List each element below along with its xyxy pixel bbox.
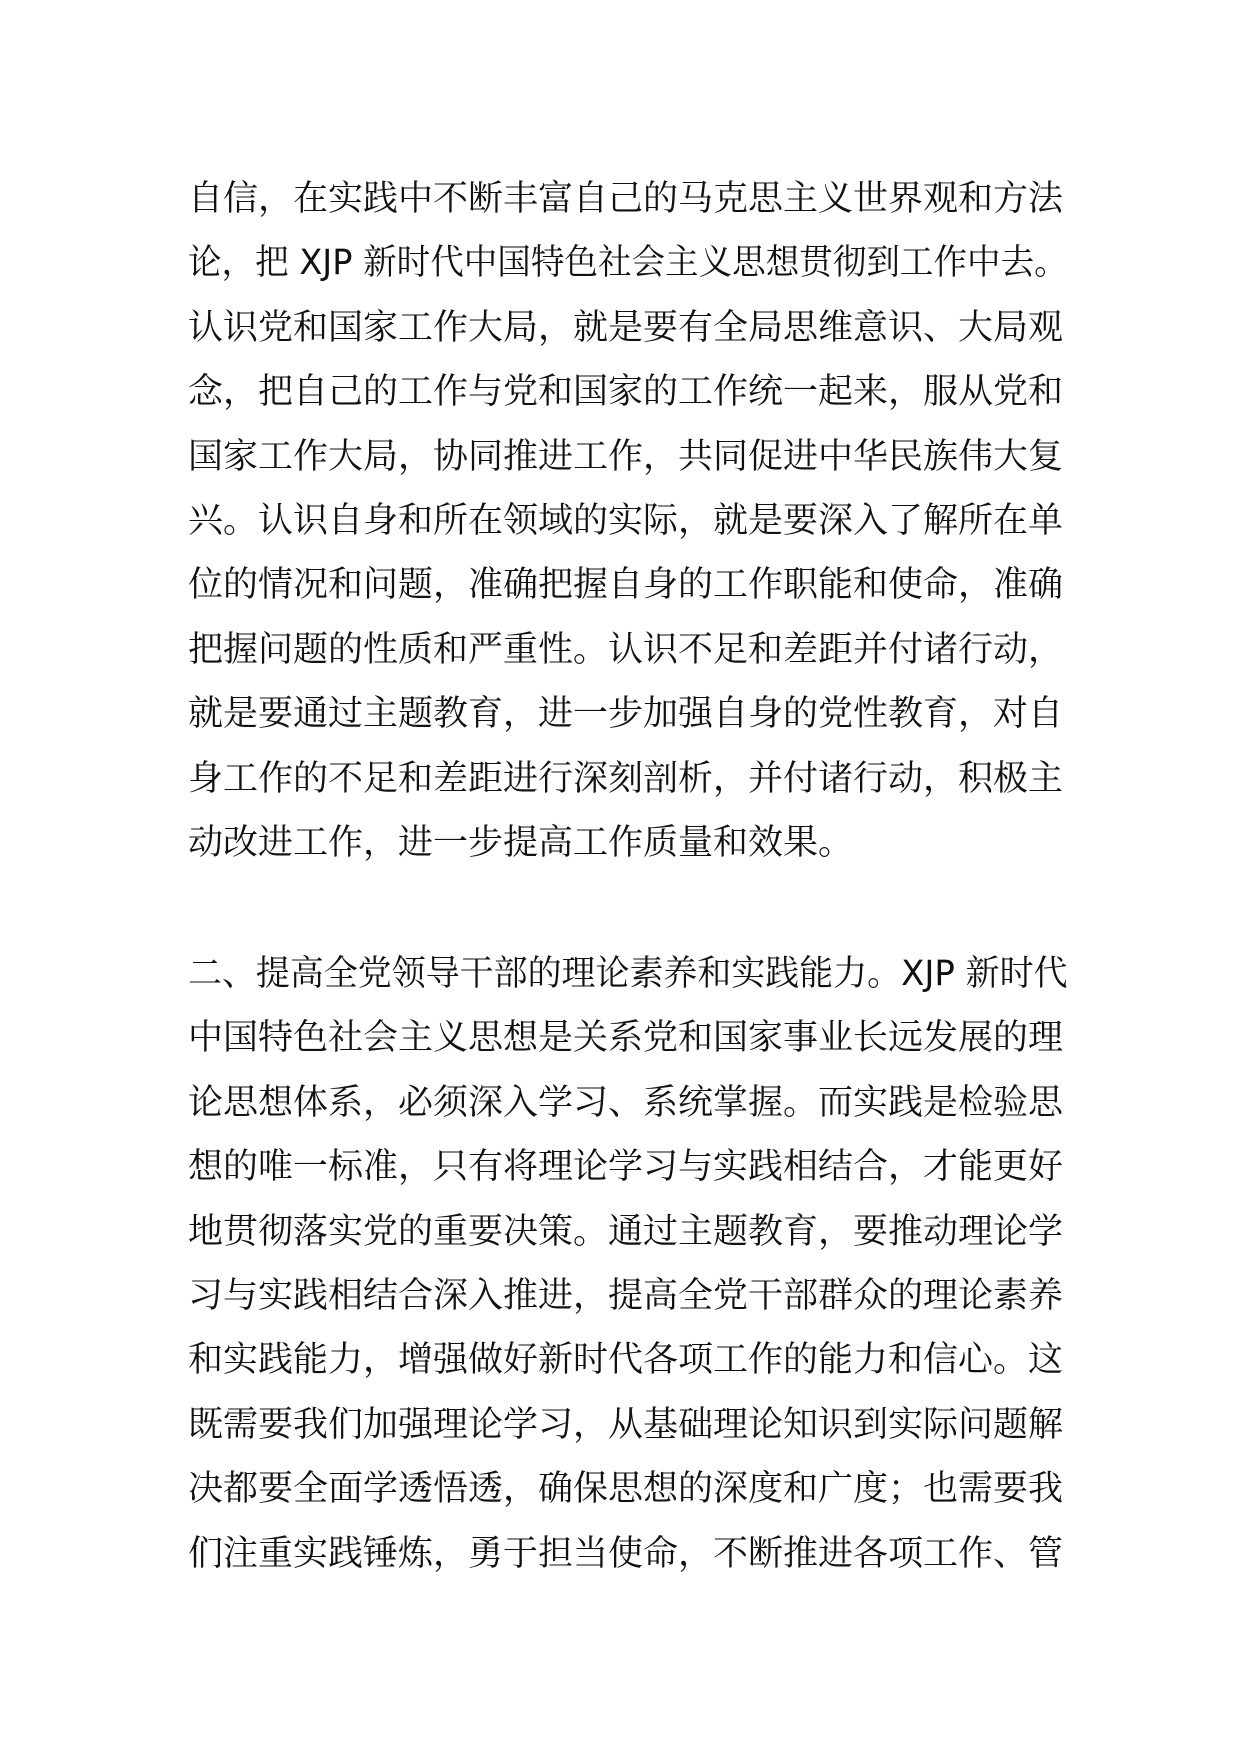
paragraph-line: 就是要通过主题教育，进一步加强自身的党性教育，对自 bbox=[188, 694, 1064, 735]
paragraph-line: 想的唯一标准，只有将理论学习与实践相结合，才能更好 bbox=[188, 1147, 1064, 1188]
paragraph-line: 地贯彻落实党的重要决策。通过主题教育，要推动理论学 bbox=[188, 1211, 1064, 1252]
paragraph-line: 自信，在实践中不断丰富自己的马克思主义世界观和方法 bbox=[188, 179, 1064, 219]
paragraph-line: 身工作的不足和差距进行深刻剖析，并付诸行动，积极主 bbox=[188, 758, 1064, 799]
paragraph-line: 论思想体系，必须深入学习、系统掌握。而实践是检验思 bbox=[188, 1082, 1064, 1123]
paragraph-line: 把握问题的性质和严重性。认识不足和差距并付诸行动， bbox=[188, 629, 1064, 670]
paragraph-line: 既需要我们加强理论学习，从基础理论知识到实际问题解 bbox=[188, 1404, 1064, 1445]
paragraph-line: 和实践能力，增强做好新时代各项工作的能力和信心。这 bbox=[188, 1340, 1064, 1381]
paragraph-line: 中国特色社会主义思想是关系党和国家事业长远发展的理 bbox=[188, 1018, 1064, 1059]
paragraph-line: 决都要全面学透悟透，确保思想的深度和广度；也需要我 bbox=[188, 1469, 1064, 1510]
paragraph-line: 兴。认识自身和所在领域的实际，就是要深入了解所在单 bbox=[188, 500, 1064, 541]
paragraph-line: 们注重实践锤炼，勇于担当使命，不断推进各项工作、管 bbox=[188, 1533, 1064, 1574]
paragraph-line: 念，把自己的工作与党和国家的工作统一起来，服从党和 bbox=[188, 372, 1064, 413]
paragraph-2 bbox=[188, 942, 1068, 1586]
paragraph-line: 二、提高全党领导干部的理论素养和实践能力。XJP 新时代 bbox=[188, 954, 1068, 994]
paragraph-1 bbox=[188, 167, 1068, 875]
paragraph-line: 习与实践相结合深入推进，提高全党干部群众的理论素养 bbox=[188, 1275, 1064, 1316]
paragraph-line: 认识党和国家工作大局，就是要有全局思维意识、大局观 bbox=[188, 307, 1064, 348]
paragraph-line: 论，把 XJP 新时代中国特色社会主义思想贯彻到工作中去。 bbox=[188, 243, 1068, 284]
paragraph-line: 动改进工作，进一步提高工作质量和效果。 bbox=[188, 822, 854, 863]
paragraph-line: 国家工作大局，协同推进工作，共同促进中华民族伟大复 bbox=[188, 436, 1064, 477]
paragraph-line: 位的情况和问题，准确把握自身的工作职能和使命，准确 bbox=[188, 565, 1064, 606]
